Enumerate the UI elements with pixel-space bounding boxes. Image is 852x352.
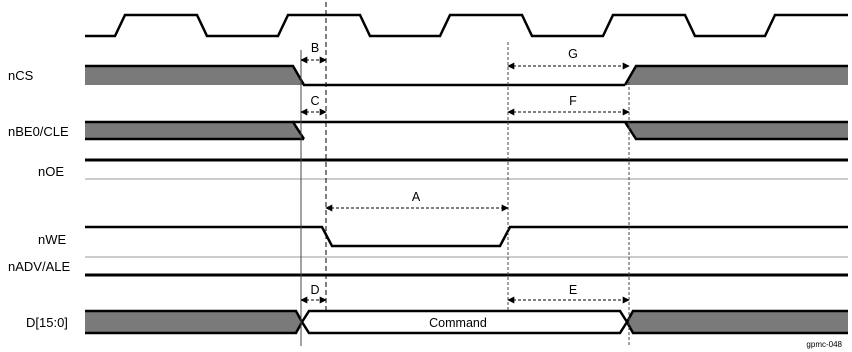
timing-label-f: F (569, 94, 577, 108)
nbe0-label: nBE0/CLE (8, 124, 69, 139)
nadv-label: nADV/ALE (8, 259, 71, 274)
data-inactive-right (627, 311, 848, 333)
ncs-inactive-right (625, 66, 848, 85)
figure-id: gpmc-048 (806, 340, 842, 349)
nbe0-inactive-left (85, 122, 304, 139)
timing-label-b: B (310, 41, 320, 55)
clock-waveform (85, 15, 848, 36)
nwe-label: nWE (38, 232, 67, 247)
noe-label: nOE (38, 164, 65, 179)
nbe0-inactive-right (625, 122, 848, 139)
nwe-waveform (85, 227, 848, 246)
data-label: D[15:0] (26, 315, 68, 330)
ncs-inactive-left (85, 66, 304, 85)
timing-label-d: D (310, 283, 320, 297)
timing-label-e: E (568, 283, 578, 297)
timing-label-c: C (310, 94, 320, 108)
data-inactive-left (85, 311, 302, 333)
ncs-label: nCS (8, 68, 34, 83)
data-command-text: Command (429, 316, 487, 330)
timing-label-a: A (411, 190, 421, 204)
timing-label-g: G (568, 47, 578, 61)
